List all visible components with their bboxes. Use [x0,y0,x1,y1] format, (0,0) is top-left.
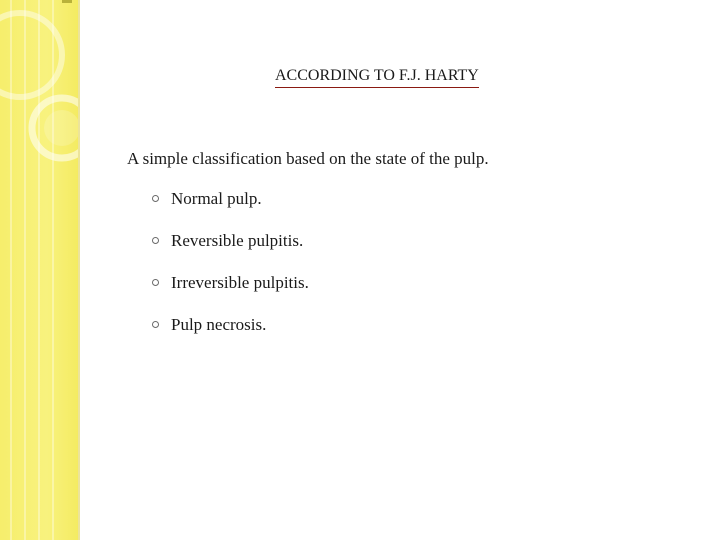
list-item-text: Irreversible pulpitis. [171,273,309,292]
decorative-circles [0,0,78,200]
decorative-ring-large [0,13,62,97]
bullet-circle-icon [152,195,159,202]
corner-mark [62,0,72,3]
list-item [152,230,309,251]
intro-text: A simple classification based on the state of the pulp. [127,149,489,168]
classification-list [152,188,309,356]
list-item-text: Reversible pulpitis. [171,231,304,250]
list-item [152,188,309,209]
list-item [152,272,309,293]
bullet-circle-icon [152,321,159,328]
bullet-circle-icon [152,237,159,244]
list-item-text: Pulp necrosis. [171,315,267,334]
decorative-sidebar [0,0,80,540]
decorative-disc [44,110,78,146]
list-item-text: Normal pulp. [171,189,262,208]
bullet-circle-icon [152,279,159,286]
list-item [152,314,309,335]
slide-title: ACCORDING TO F.J. HARTY [275,66,479,88]
